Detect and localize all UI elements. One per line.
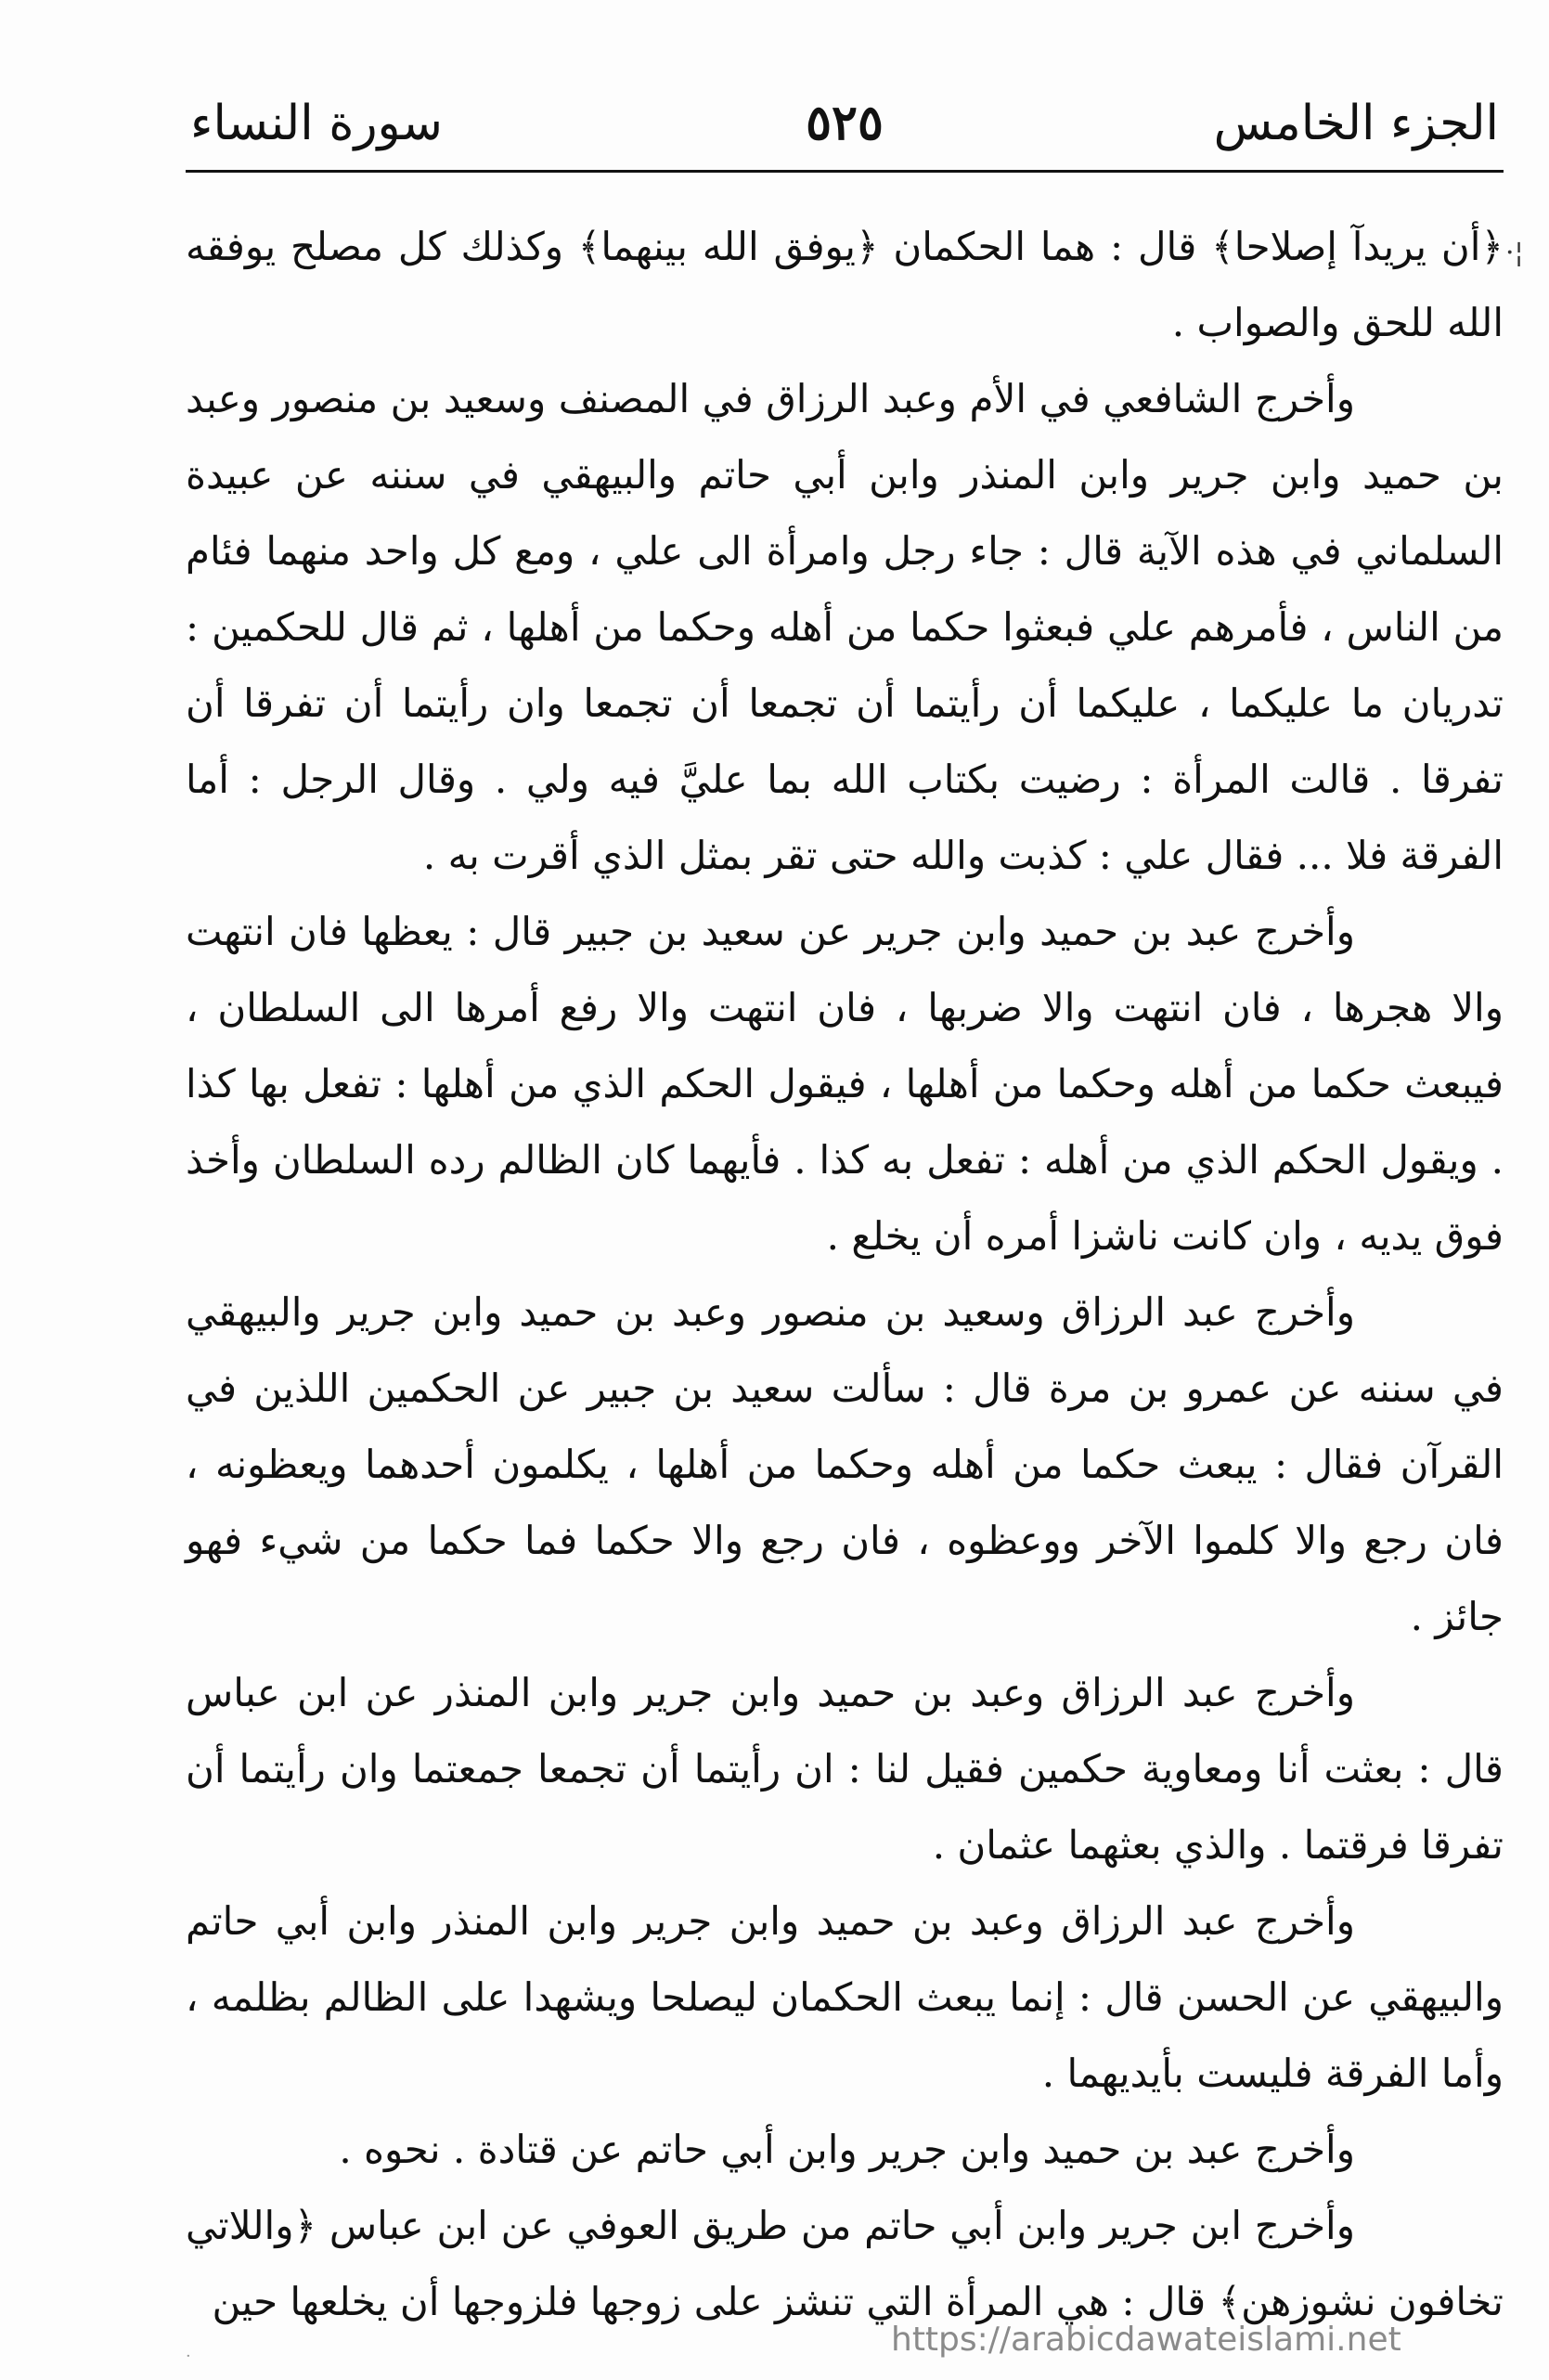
paragraph-1: ﴿أن يريدآ إصلاحا﴾ قال : هما الحكمان ﴿يوفق الله بينهما﴾ وكذلك كل مصلح يوفقه الله للحق والصواب . xyxy=(186,224,1504,345)
paragraph-5: وأخرج عبد الرزاق وعبد بن حميد وابن جرير وابن المنذر عن ابن عباس قال : بعثت أنا ومعاوية حكمين فقيل لنا : ان رأيتما أن تجمعا جمعتما وان رأيتما أن تفرقا فرقتما . والذي بعثهما عثمان . xyxy=(186,1670,1504,1868)
paragraph-4: وأخرج عبد الرزاق وسعيد بن منصور وعبد بن حميد وابن جرير والبيهقي في سننه عن عمرو بن مرة قال : سألت سعيد بن جبير عن الحكمين اللذين في القرآن فقال : يبعث حكما من أهله وحكما من أهلها ، يكلمون أحدهما ويعظونه ، فان رجع والا كلموا الآخر ووعظوه ، فان رجع والا حكما فما حكما من شيء فهو جائز . xyxy=(186,1289,1504,1639)
header-divider xyxy=(186,170,1504,173)
margin-mark: ·¦ xyxy=(1505,237,1524,269)
paragraph-2: وأخرج الشافعي في الأم وعبد الرزاق في المصنف وسعيد بن منصور وعبد بن حميد وابن جرير وابن المنذر وابن أبي حاتم والبيهقي في سننه عن عبيدة السلماني في هذه الآية قال : جاء رجل وامرأة الى علي ، ومع كل واحد منهما فئام من الناس ، فأمرهم علي فبعثوا حكما من أهله وحكما من أهلها ، ثم قال للحكمين : تدريان ما عليكما ، عليكما أن رأيتما أن تجمعا أن تجمعا وان رأيتما أن تفرقا أن تفرقا . قالت المرأة : رضيت بكتاب الله بما عليَّ فيه ولي . وقال الرجل : أما الفرقة فلا ... فقال علي : كذبت والله حتى تقر بمثل الذي أقرت به . xyxy=(186,376,1504,878)
paragraph-6: وأخرج عبد الرزاق وعبد بن حميد وابن جرير وابن المنذر وابن أبي حاتم والبيهقي عن الحسن قال : إنما يبعث الحكمان ليصلحا ويشهدا على الظالم بظلمه ، وأما الفرقة فليست بأيديهما . xyxy=(186,1898,1504,2096)
surah-title: سورة النساء xyxy=(190,96,443,151)
watermark-url: https://arabicdawateislami.net xyxy=(891,2321,1401,2359)
paragraph-8: وأخرج ابن جرير وابن أبي حاتم من طريق العوفي عن ابن عباس ﴿واللاتي تخافون نشوزهن﴾ قال : هي المرأة التي تنشز على زوجها فلزوجها أن يخلعها حين xyxy=(186,2203,1504,2324)
paragraph-7: وأخرج عبد بن حميد وابن جرير وابن أبي حاتم عن قتادة . نحوه . xyxy=(339,2127,1355,2172)
volume-title: الجزء الخامس xyxy=(1213,96,1499,151)
page-number: ٥٢٥ xyxy=(806,95,884,151)
paragraph-3: وأخرج عبد بن حميد وابن جرير عن سعيد بن جبير قال : يعظها فان انتهت والا هجرها ، فان انتهت والا ضربها ، فان انتهت والا رفع أمرها الى السلطان ، فيبعث حكما من أهله وحكما من أهلها ، فيقول الحكم الذي من أهلها : تفعل بها كذا . ويقول الحكم الذي من أهله : تفعل به كذا . فأيهما كان الظالم رده السلطان وأخذ فوق يديه ، وان كانت ناشزا أمره أن يخلع . xyxy=(186,909,1504,1259)
page-header xyxy=(190,82,1499,170)
page-body xyxy=(186,209,1504,2324)
scan-speck: · xyxy=(186,2347,191,2366)
